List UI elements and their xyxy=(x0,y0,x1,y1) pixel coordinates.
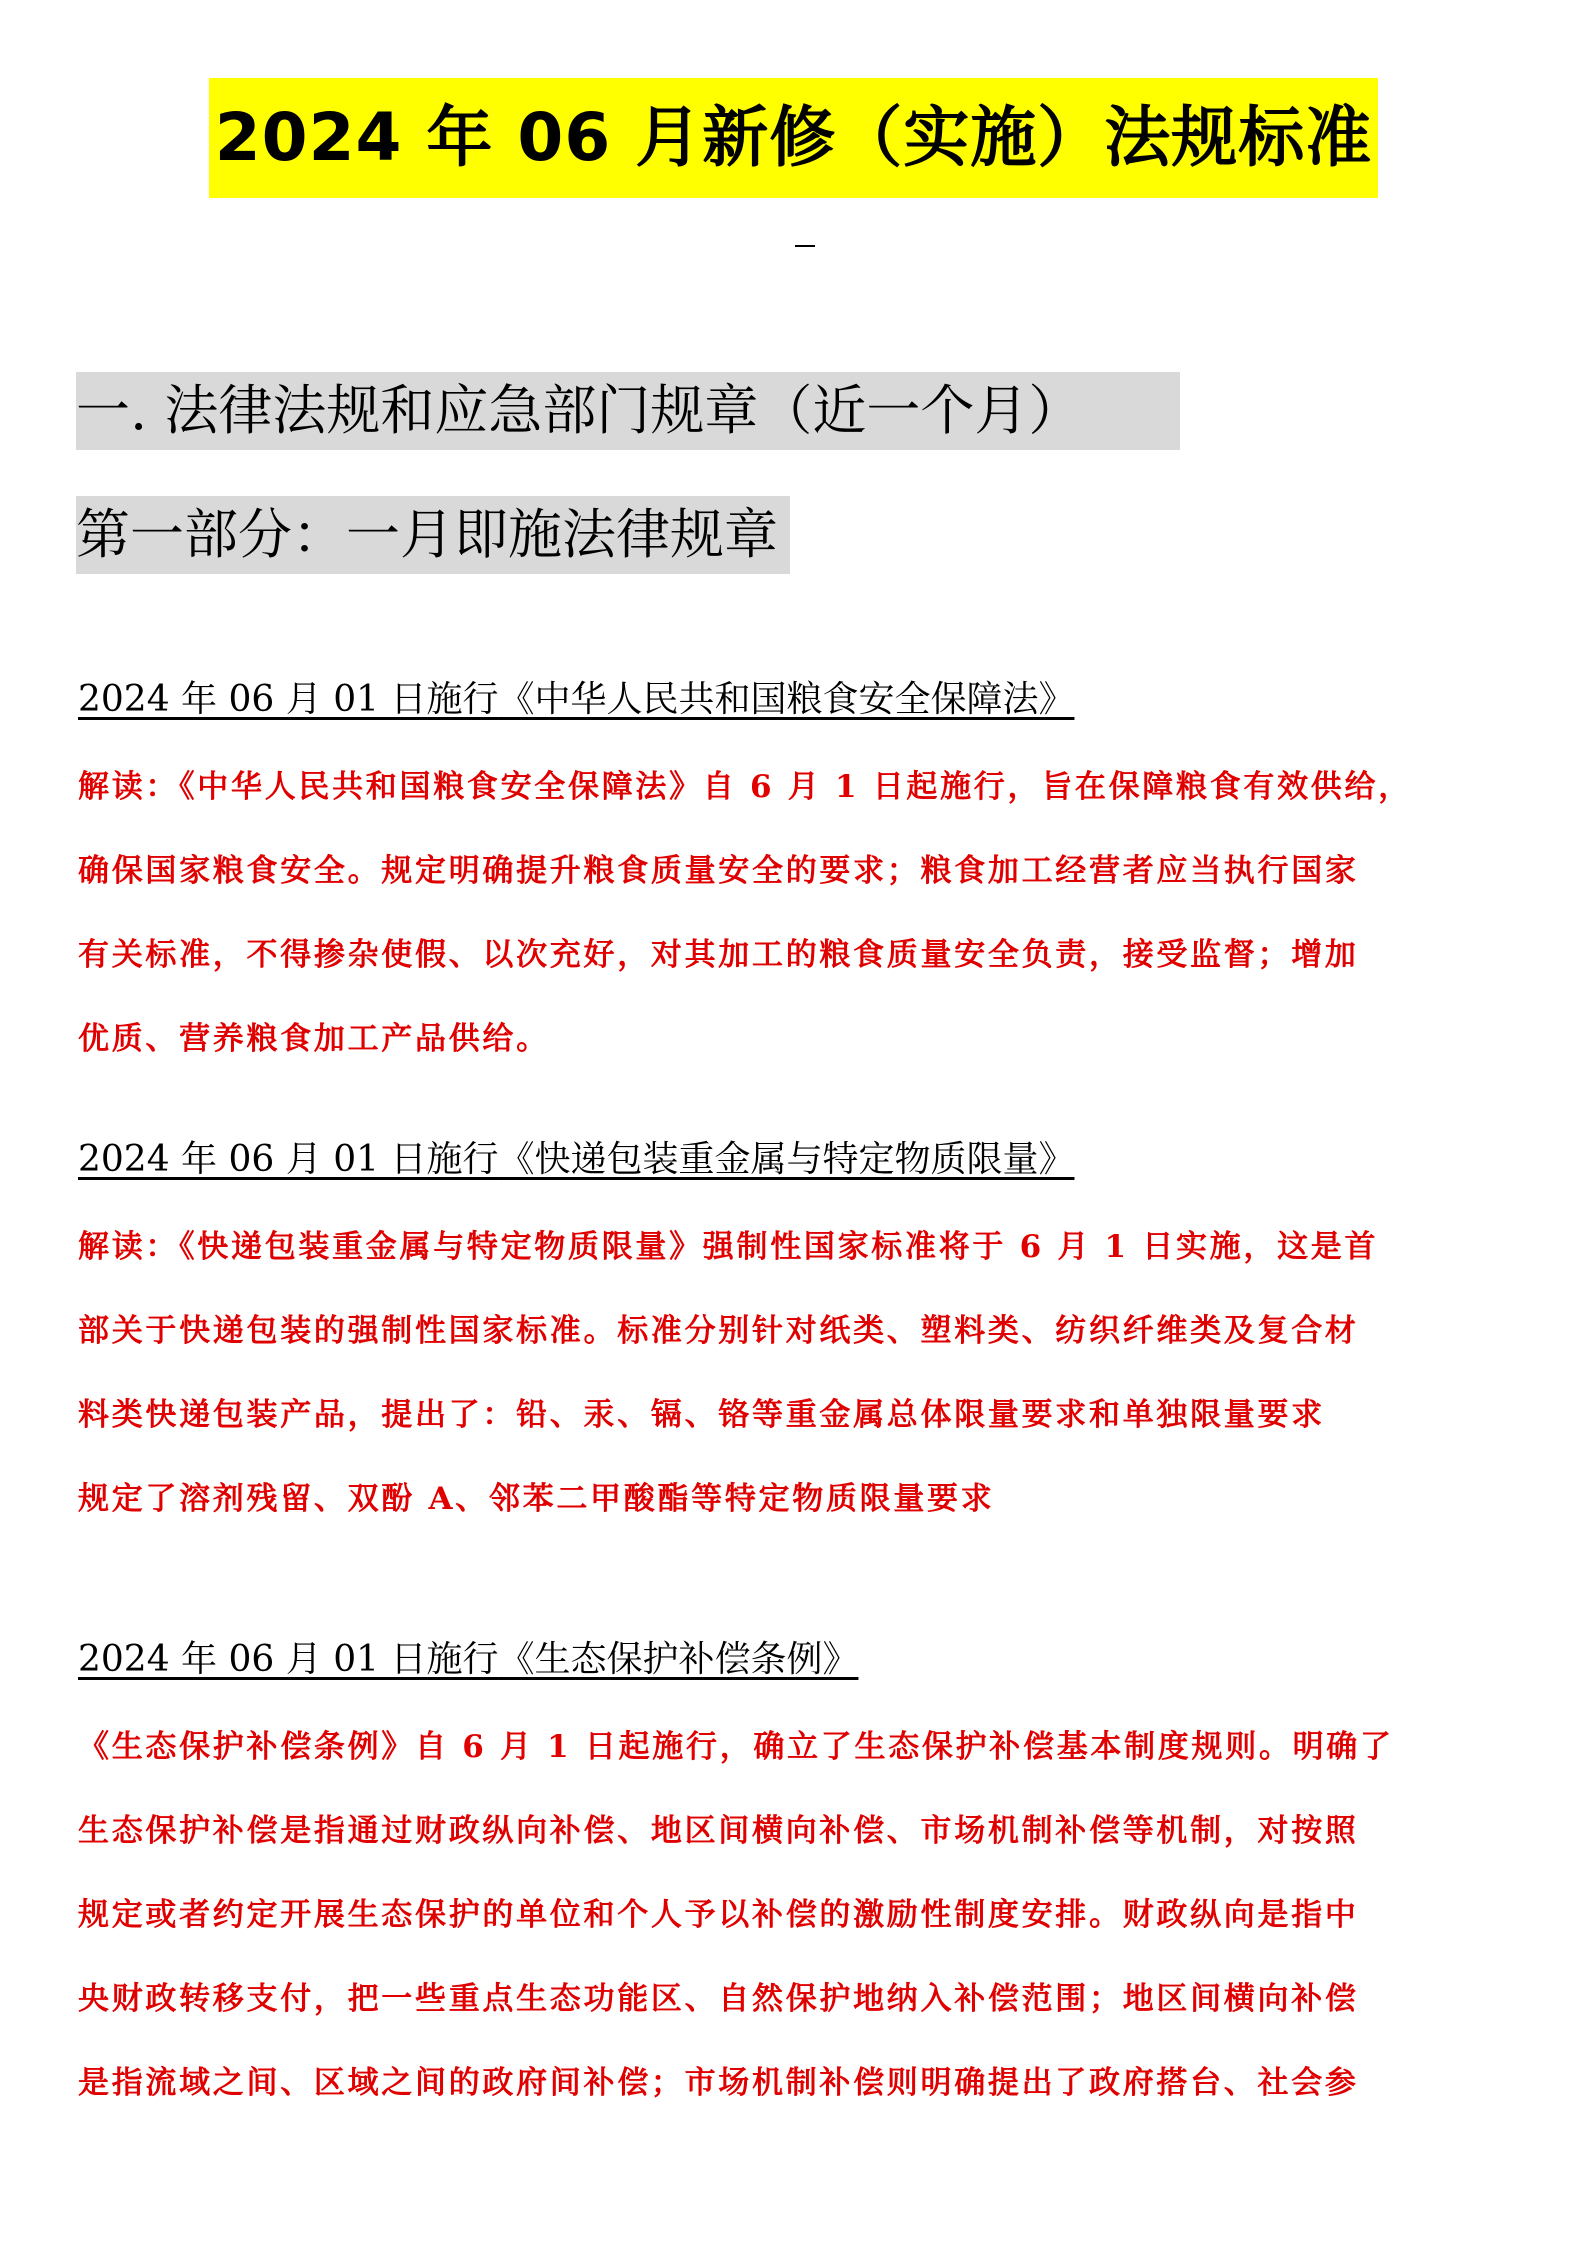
law-name: 《生态保护补偿条例》 xyxy=(498,1639,859,1680)
commentary-line: 规定或者约定开展生态保护的单位和个人予以补偿的激励性制度安排。财政纵向是指中 xyxy=(78,1897,1359,1933)
law-date: 2024 年 06 月 01 日施行 xyxy=(78,1139,499,1180)
commentary-line: 是指流域之间、区域之间的政府间补偿；市场机制补偿则明确提出了政府搭台、社会参 xyxy=(78,2065,1359,2101)
law-name: 《快递包装重金属与特定物质限量》 xyxy=(498,1139,1075,1180)
commentary-line: 料类快递包装产品，提出了：铅、汞、镉、铬等重金属总体限量要求和单独限量要求 xyxy=(78,1397,1325,1433)
commentary-line: 解读：《中华人民共和国粮食安全保障法》自 6 月 1 日起施行，旨在保障粮食有效供给， xyxy=(78,769,1412,805)
law-date: 2024 年 06 月 01 日施行 xyxy=(78,1639,499,1680)
law-title-eco-compensation xyxy=(78,1638,872,1682)
commentary-line: 生态保护补偿是指通过财政纵向补偿、地区间横向补偿、市场机制补偿等机制，对按照 xyxy=(78,1813,1359,1849)
commentary-line: 部关于快递包装的强制性国家标准。标准分别针对纸类、塑料类、纺织纤维类及复合材 xyxy=(78,1313,1359,1349)
law-date: 2024 年 06 月 01 日施行 xyxy=(78,679,499,720)
law-commentary-express-packaging xyxy=(78,1205,1518,1533)
commentary-line: 解读：《快递包装重金属与特定物质限量》强制性国家标准将于 6 月 1 日实施，这是首 xyxy=(78,1229,1379,1265)
law-commentary-eco-compensation xyxy=(78,1705,1518,2125)
law-commentary-grain-security xyxy=(78,745,1518,1081)
law-title-grain-security xyxy=(78,678,1088,722)
commentary-line: 优质、营养粮食加工产品供给。 xyxy=(78,1021,550,1057)
section-heading: 一. 法律法规和应急部门规章（近一个月） xyxy=(76,372,1180,450)
separator-dash xyxy=(795,245,815,247)
commentary-line: 规定了溶剂残留、双酚 A、邻苯二甲酸酯等特定物质限量要求 xyxy=(78,1481,995,1517)
commentary-line: 《生态保护补偿条例》自 6 月 1 日起施行，确立了生态保护补偿基本制度规则。明确了 xyxy=(78,1729,1394,1765)
part-heading: 第一部分：一月即施法律规章 xyxy=(76,496,790,574)
commentary-line: 央财政转移支付，把一些重点生态功能区、自然保护地纳入补偿范围；地区间横向补偿 xyxy=(78,1981,1359,2017)
page-title: 2024 年 06 月新修（实施）法规标准 xyxy=(209,78,1378,198)
law-name: 《中华人民共和国粮食安全保障法》 xyxy=(498,679,1075,720)
commentary-line: 有关标准，不得掺杂使假、以次充好，对其加工的粮食质量安全负责，接受监督；增加 xyxy=(78,937,1359,973)
commentary-line: 确保国家粮食安全。规定明确提升粮食质量安全的要求；粮食加工经营者应当执行国家 xyxy=(78,853,1359,889)
title-container xyxy=(0,78,1587,198)
law-title-express-packaging xyxy=(78,1138,1088,1182)
